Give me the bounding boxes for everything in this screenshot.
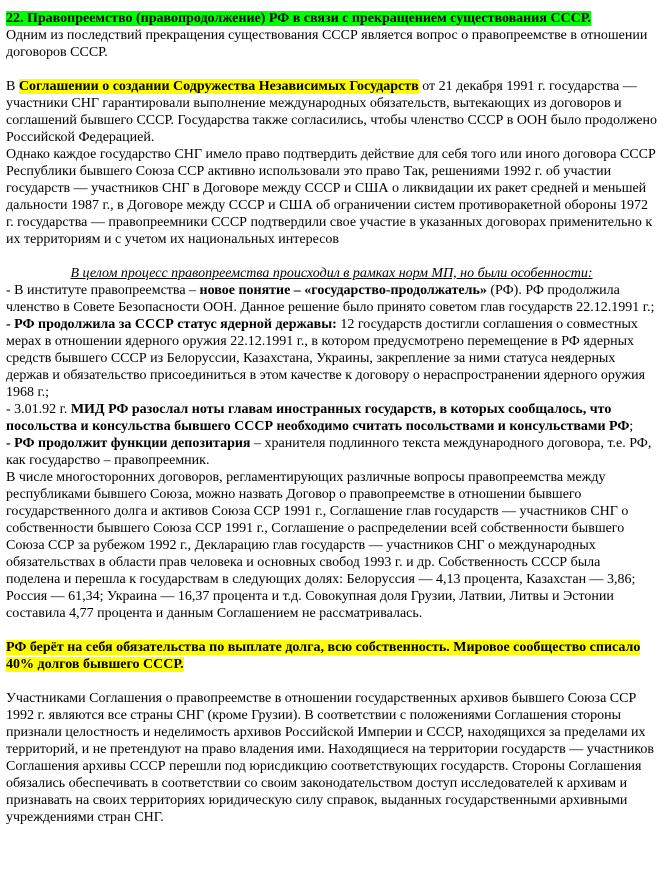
feature-embassies-suffix: ; [629, 419, 634, 434]
feature-continuator-bold: новое понятие – «государство-продолжатель» [199, 283, 487, 298]
feature-continuator-text: (РФ). РФ продолжила членство в Совете Безопасности ООН. Данное решение было принято советом глав государств 22.12.1991 г.; [6, 283, 655, 315]
feature-embassies-prefix: - 3.01.92 г. [6, 402, 71, 417]
spacer [6, 622, 657, 639]
cis-prefix: В [6, 79, 19, 94]
feature-depositary-bold: - РФ продолжит функции депозитария [6, 436, 251, 451]
cis-agreement-highlight: Соглашении о создании Содружества Независимых Государств [18, 79, 419, 94]
feature-nuclear-bold: - РФ продолжила за СССР статус ядерной державы: [6, 317, 337, 332]
features-heading-paragraph [6, 265, 657, 282]
feature-embassies-paragraph [6, 401, 657, 435]
feature-depositary-text: – хранителя подлинного текста международного договора, т.е. РФ, как государство – правопреемник. [6, 436, 652, 468]
cis-confirmation-paragraph: Однако каждое государство СНГ имело право подтвердить действие для себя того или иного договора СССР Республики бывшего Союза ССР активно использовали это право Так, решениями 1992 г. об участии государств — участников СНГ в Договоре между СССР и США о ликвидации их ракет средней и меньшей дальности 1987 г., в Договоре между СССР и США об ограничении систем противоракетной обороны 1972 г. государства — правопреемники СССР подтвердили свое участие в указанных договорах применительно к их территориям и с учетом их национальных интересов [6, 147, 656, 247]
intro-paragraph: Одним из последствий прекращения существования СССР является вопрос о правопреемстве в отношении договоров СССР. [6, 28, 648, 60]
feature-continuator-paragraph [6, 282, 657, 316]
multilateral-treaties-paragraph: В числе многосторонних договоров, регламентирующих различные вопросы правопреемства между республиками бывшего Союза, можно назвать Договор о правопреемстве в отношении бывшего государственного долга и активов Союза ССР 1991 г., Соглашение глав государств — участников СНГ о собственности бывшего Союза ССР 1991 г., Соглашение о распределении всей собственности бывшего Союза ССР за рубежом 1992 г., Декларацию глав государств — участников СНГ о международных обязательствах в области прав человека и основных свобод 1993 г. и др. Собственность СССР была поделена и перешла к государствам в следующих долях: Белоруссия — 4,13 процента, Казахстан — 3,86; Россия — 61,34; Украина — 16,37 процента и т.д. Совокупная доля Грузии, Латвии, Литвы и Эстонии составила 4,77 процента и данным Соглашением не рассматривалась. [6, 470, 636, 621]
document-title-paragraph [6, 10, 657, 27]
cis-agreement-text: от 21 декабря 1991 г. государства — участники СНГ гарантировали выполнение международных обязательств, вытекающих из договоров и соглашений бывшего СССР. Государства также согласились, чтобы членство СССР в ООН было продолжено Российской Федерацией. [6, 79, 657, 145]
feature-embassies-bold: МИД РФ разослал ноты главам иностранных государств, в которых сообщалось, что посольства и консульства бывшего СССР необходимо считать посольствами и консульствами РФ [6, 402, 630, 434]
debt-highlight: РФ берёт на себя обязательства по выплате долга, всю собственность. Мировое сообщество списало 40% долгов бывшего СССР. [6, 640, 641, 672]
debt-paragraph [6, 639, 657, 673]
cis-agreement-paragraph [6, 78, 657, 146]
archives-paragraph: Участниками Соглашения о правопреемстве в отношении государственных архивов бывшего Союза ССР 1992 г. являются все страны СНГ (кроме Грузии). В соответствии с положениями Соглашения стороны признали целостность и неделимость архивов Российской Империи и СССР, находящихся за пределами их территорий, и не претендуют на право владения ими. Находящиеся на территории государств — участников Соглашения архивы СССР перешли под юрисдикцию соответствующих государств. Стороны Соглашения обязались обеспечивать в соответствии со своим законодательством доступ исследователей к архивам и признавать на своих территориях юридическую силу справок, выданных государственными архивными учреждениями стран СНГ. [6, 691, 654, 825]
feature-nuclear-text: 12 государств достигли соглашения о совместных мерах в отношении ядерного оружия 22.12.1991 г., в котором предусмотрено перемещение в РФ ядерных средств бывшего СССР из Белоруссии, Казахстана, Украины, закрепление за ними статуса неядерных держав и обязательство присоединиться в этом качестве к договору о нераспространении ядерного оружия 1968 г.; [6, 317, 646, 400]
feature-continuator-prefix: - В институте правопреемства – [6, 283, 200, 298]
spacer [6, 61, 657, 78]
feature-depositary-paragraph [6, 435, 657, 469]
features-heading: В целом процесс правопреемства происходил в рамках норм МП, но были особенности: [70, 266, 593, 281]
feature-nuclear-paragraph [6, 316, 657, 401]
document-title: 22. Правопреемство (правопродолжение) РФ в связи с прекращением существования СССР. [6, 11, 592, 26]
spacer [6, 673, 657, 690]
spacer [6, 248, 657, 265]
